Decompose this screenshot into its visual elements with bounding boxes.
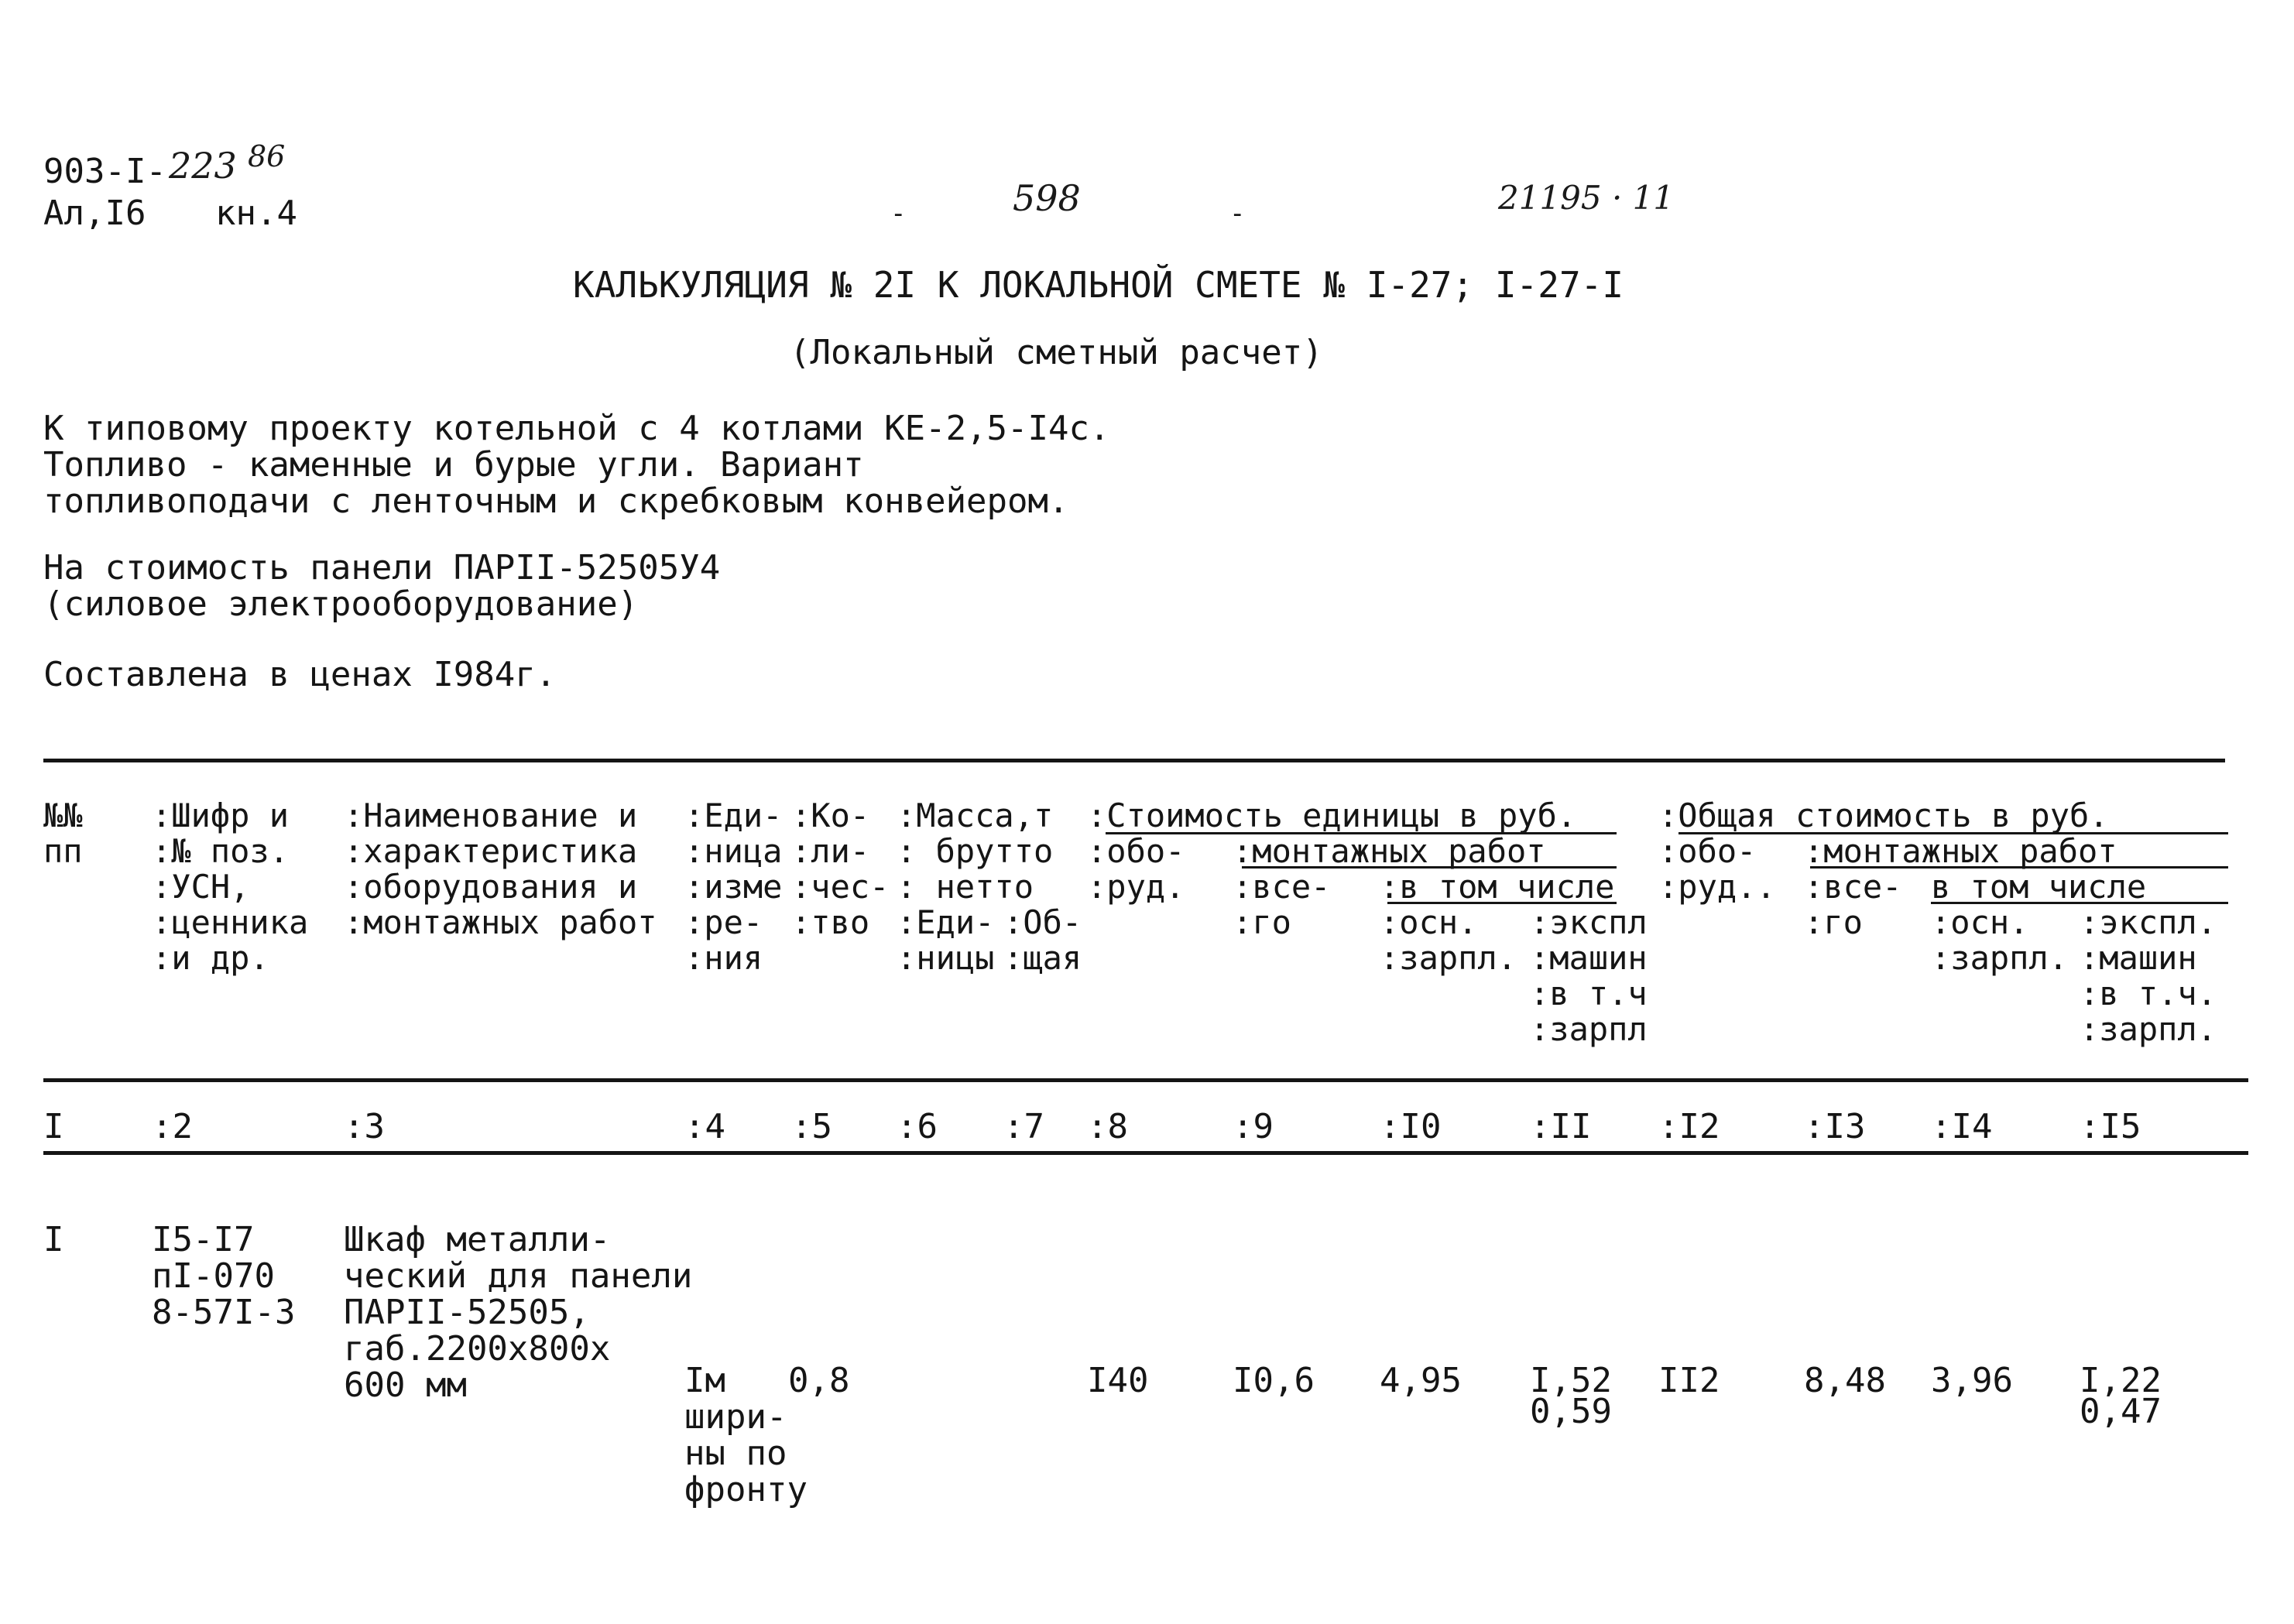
page-subtitle: (Локальный сметный расчет) bbox=[790, 333, 1323, 372]
row-unit-machines: I,52 bbox=[1530, 1361, 1612, 1400]
header-mass: : нетто bbox=[897, 868, 1034, 906]
column-number: :I0 bbox=[1380, 1107, 1442, 1146]
column-number: :I2 bbox=[1658, 1107, 1720, 1146]
row-name: ПАРII-52505, bbox=[344, 1293, 590, 1332]
header-num: пп bbox=[43, 832, 83, 870]
row-unit-mounting-total: I0,6 bbox=[1233, 1361, 1315, 1400]
column-number: :9 bbox=[1233, 1107, 1274, 1146]
row-total-machines: I,22 bbox=[2080, 1361, 2162, 1400]
row-unit: фронту bbox=[684, 1470, 808, 1509]
header-unit-mount-total: :го bbox=[1233, 903, 1291, 941]
header-qty: :ли- bbox=[791, 832, 870, 870]
price-basis: Составлена в ценах I984г. bbox=[43, 655, 557, 694]
project-line: топливоподачи с ленточным и скребковым конвейером. bbox=[43, 481, 1069, 521]
header-unit: :Еди- bbox=[684, 797, 783, 834]
header-mass-total: :щая bbox=[1003, 939, 1082, 977]
header-unit-machines: :машин bbox=[1530, 939, 1648, 977]
header-total-mount-total: :все- bbox=[1804, 868, 1902, 906]
subject-line: На стоимость панели ПАРII-52505У4 bbox=[43, 548, 721, 588]
row-number: I bbox=[43, 1220, 64, 1259]
project-line: К типовому проекту котельной с 4 котлами КЕ-2,5-I4с. bbox=[43, 409, 1110, 448]
header-mass-total: :Об- bbox=[1003, 903, 1082, 941]
row-unit-wage: 4,95 bbox=[1380, 1361, 1462, 1400]
header-total-including: в том числе bbox=[1931, 868, 2147, 906]
row-quantity: 0,8 bbox=[788, 1361, 850, 1400]
header-total-machines: :в т.ч. bbox=[2080, 975, 2217, 1012]
header-mass-unit: :Еди- bbox=[897, 903, 995, 941]
column-number: :2 bbox=[152, 1107, 193, 1146]
row-unit: шири- bbox=[684, 1397, 787, 1437]
document-code-printed: 903-I- bbox=[43, 152, 166, 191]
row-total-machines-wage: 0,47 bbox=[2080, 1392, 2162, 1431]
column-numbers-rule bbox=[43, 1151, 2248, 1155]
header-name: :Наименование и bbox=[344, 797, 638, 834]
row-unit: ны по bbox=[684, 1434, 787, 1473]
header-total-mounting: :монтажных работ bbox=[1804, 832, 2117, 870]
column-number: :I4 bbox=[1931, 1107, 1993, 1146]
header-unit-wage: :зарпл. bbox=[1380, 939, 1517, 977]
table-top-rule bbox=[43, 759, 2225, 762]
header-total-mount-total: :го bbox=[1804, 903, 1863, 941]
row-total-mounting-total: 8,48 bbox=[1804, 1361, 1886, 1400]
column-number: :I3 bbox=[1804, 1107, 1866, 1146]
row-total-equipment-cost: II2 bbox=[1658, 1361, 1720, 1400]
header-total-wage: :зарпл. bbox=[1931, 939, 2069, 977]
header-unit-machines: :экспл bbox=[1530, 903, 1648, 941]
dash-right: - bbox=[1229, 198, 1246, 229]
header-mass: : брутто bbox=[897, 832, 1054, 870]
column-number: :II bbox=[1530, 1107, 1592, 1146]
column-number: :6 bbox=[897, 1107, 938, 1146]
header-total-machines: :зарпл. bbox=[2080, 1010, 2217, 1048]
row-name: габ.2200х800х bbox=[344, 1329, 611, 1369]
header-qty: :тво bbox=[791, 903, 870, 941]
header-unit: :изме bbox=[684, 868, 783, 906]
header-unit-machines: :в т.ч bbox=[1530, 975, 1648, 1012]
row-code: пI-070 bbox=[152, 1256, 275, 1296]
column-number: :4 bbox=[684, 1107, 725, 1146]
header-code: :и др. bbox=[152, 939, 269, 977]
book-number: кн.4 bbox=[215, 194, 297, 233]
row-name: ческий для панели bbox=[344, 1256, 693, 1296]
page-title: КАЛЬКУЛЯЦИЯ № 2I К ЛОКАЛЬНОЙ СМЕТЕ № I-27; I-27-I bbox=[573, 264, 1624, 306]
header-unit: :ния bbox=[684, 939, 763, 977]
header-total-machines: :экспл. bbox=[2080, 903, 2217, 941]
column-number: :7 bbox=[1003, 1107, 1044, 1146]
header-name: :характеристика bbox=[344, 832, 638, 870]
document-code-handwritten: 223 bbox=[169, 145, 237, 187]
row-unit: Iм bbox=[684, 1361, 725, 1400]
header-unit-wage: :осн. bbox=[1380, 903, 1478, 941]
header-mass: :Масса,т bbox=[897, 797, 1054, 834]
header-qty: :Ко- bbox=[791, 797, 870, 834]
document-code-suffix: 86 bbox=[248, 139, 286, 173]
column-number: I bbox=[43, 1107, 64, 1146]
header-unit-machines: :зарпл bbox=[1530, 1010, 1648, 1048]
header-unit-mount-total: :все- bbox=[1233, 868, 1331, 906]
header-total-equipment: :руд.. bbox=[1658, 868, 1776, 906]
row-code: 8-57I-3 bbox=[152, 1293, 296, 1332]
column-number: :3 bbox=[344, 1107, 385, 1146]
header-total-machines: :машин bbox=[2080, 939, 2197, 977]
header-unit-equipment: :обо- bbox=[1087, 832, 1185, 870]
header-total-equipment: :обо- bbox=[1658, 832, 1757, 870]
header-unit-including: :в том числе bbox=[1380, 868, 1615, 906]
header-unit-mounting: :монтажных работ bbox=[1233, 832, 1546, 870]
header-name: :монтажных работ bbox=[344, 903, 657, 941]
header-unit: :ница bbox=[684, 832, 783, 870]
row-name: 600 мм bbox=[344, 1365, 467, 1405]
header-qty: :чес- bbox=[791, 868, 890, 906]
column-number: :I5 bbox=[2080, 1107, 2141, 1146]
header-code: :ценника bbox=[152, 903, 309, 941]
sheet-number: Ал,I6 bbox=[43, 194, 146, 233]
page-number: 598 bbox=[1013, 177, 1081, 219]
header-unit-cost: :Стоимость единицы в руб. bbox=[1087, 797, 1577, 834]
header-unit: :ре- bbox=[684, 903, 763, 941]
column-number: :5 bbox=[791, 1107, 832, 1146]
row-code: I5-I7 bbox=[152, 1220, 255, 1259]
header-num: №№ bbox=[43, 797, 83, 834]
column-number: :8 bbox=[1087, 1107, 1128, 1146]
header-total-cost: :Общая стоимость в руб. bbox=[1658, 797, 2109, 834]
header-name: :оборудования и bbox=[344, 868, 638, 906]
project-line: Топливо - каменные и бурые угли. Вариант bbox=[43, 445, 864, 485]
header-mass-unit: :ницы bbox=[897, 939, 995, 977]
archive-number: 21195 · 11 bbox=[1498, 179, 1675, 217]
dash-left: - bbox=[890, 198, 907, 229]
header-code: :УСН, bbox=[152, 868, 250, 906]
header-unit-equipment: :руд. bbox=[1087, 868, 1185, 906]
header-code: :№ поз. bbox=[152, 832, 290, 870]
header-code: :Шифр и bbox=[152, 797, 290, 834]
header-bottom-rule bbox=[43, 1078, 2248, 1082]
header-total-wage: :осн. bbox=[1931, 903, 2029, 941]
row-unit-machines-wage: 0,59 bbox=[1530, 1392, 1612, 1431]
row-total-wage: 3,96 bbox=[1931, 1361, 2013, 1400]
row-unit-equipment-cost: I40 bbox=[1087, 1361, 1149, 1400]
row-name: Шкаф металли- bbox=[344, 1220, 611, 1259]
subject-line: (силовое электрооборудование) bbox=[43, 584, 639, 624]
